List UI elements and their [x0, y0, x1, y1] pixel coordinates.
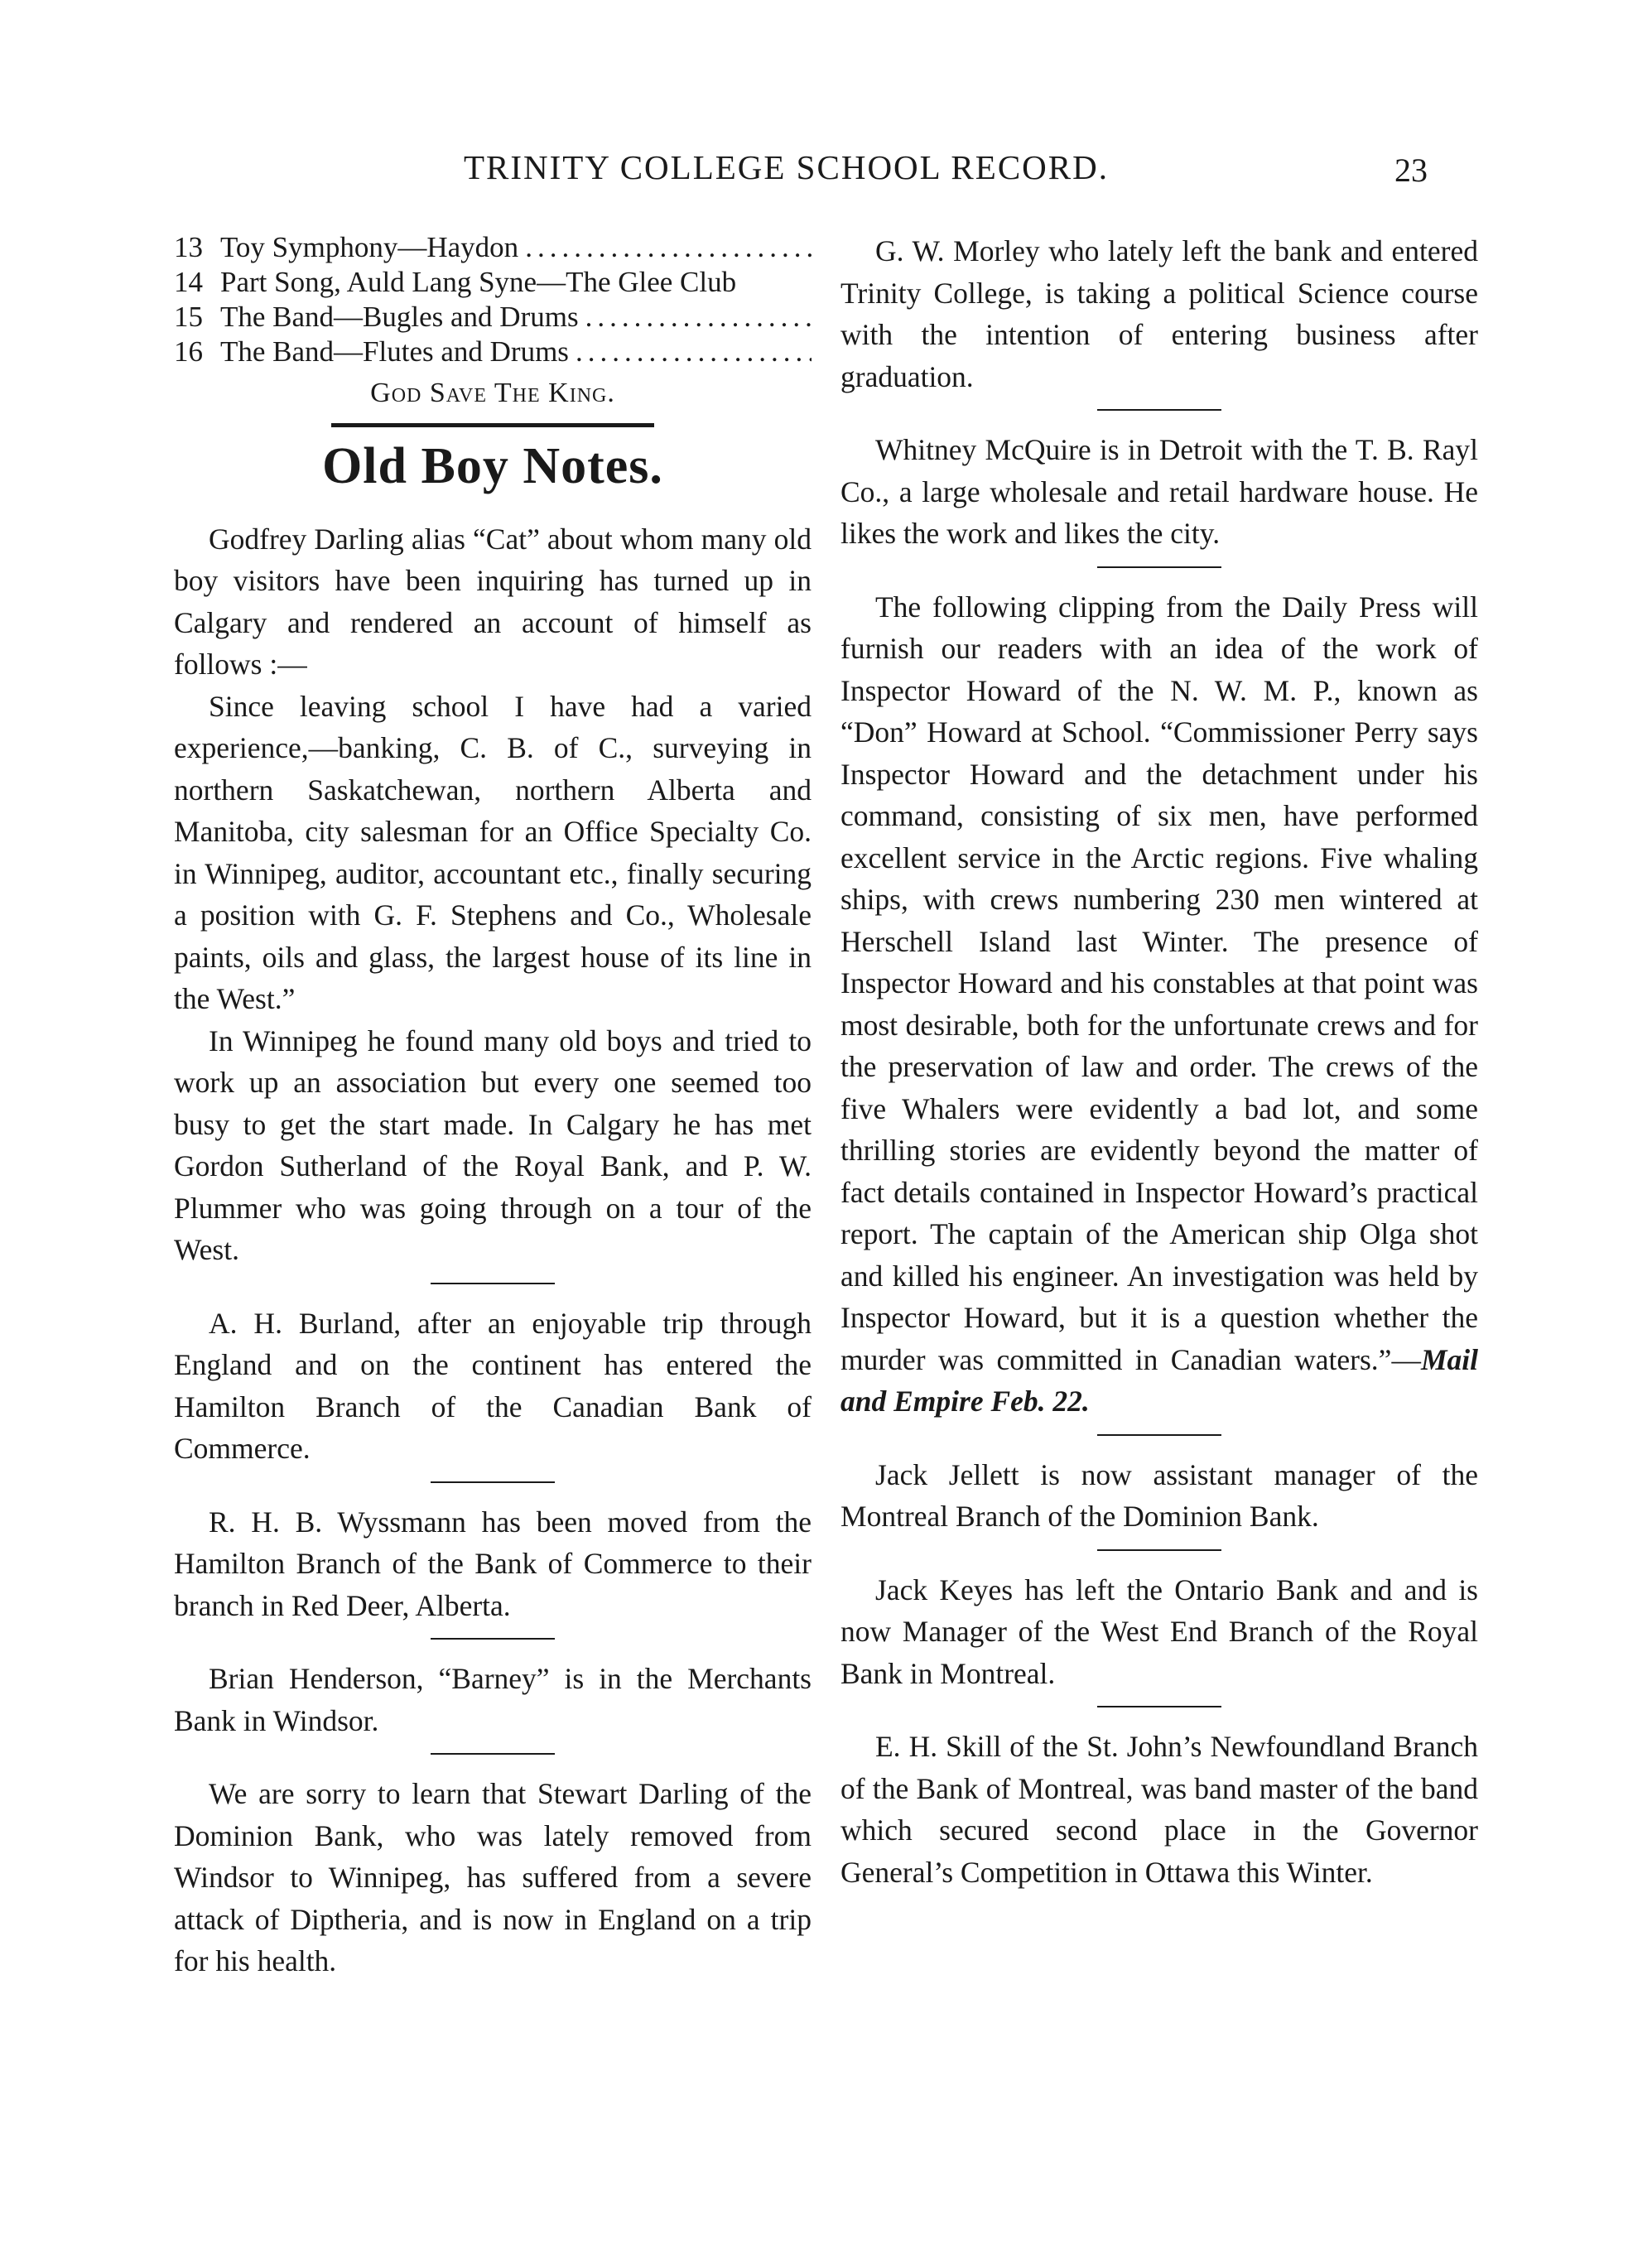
programme-text: Part Song, Auld Lang Syne—The Glee Club: [220, 266, 737, 298]
item-divider: [431, 1753, 555, 1755]
item-divider: [431, 1481, 555, 1483]
programme-text: Toy Symphony—Haydon: [220, 231, 519, 263]
article-paragraph: Brian Henderson, “Barney” is in the Merchants Bank in Windsor.: [174, 1662, 812, 1737]
item-divider: [1097, 1549, 1221, 1551]
article-paragraph: R. H. B. Wyssmann has been moved from the Hamilton Branch of the Bank of Commerce to their branch in Red Deer, Alberta.: [174, 1505, 812, 1622]
page-number: 23: [1394, 152, 1428, 189]
programme-number: 14: [174, 266, 203, 298]
item-divider: [1097, 566, 1221, 568]
item-divider: [1097, 1434, 1221, 1436]
programme-number: 13: [174, 231, 203, 263]
article-paragraph: Since leaving school I have had a varied experience,—banking, C. B. of C., surveying in northern Saskatchewan, northern Alberta and Manitoba, city salesman for an Office Specialty Co. in Winnipeg, auditor, accountant etc., finally securing a position with G. F. Stephens and Co., Wholesale paints, oils and glass, the largest house of its line in the West.”: [174, 689, 812, 1015]
programme-number: 15: [174, 301, 203, 333]
article-paragraph: Godfrey Darling alias “Cat” about whom many old boy visitors have been inquiring has turned up in Calgary and rendered an account of himself as follows :—: [174, 522, 812, 681]
dot-leader: [576, 335, 812, 369]
article-paragraph: G. W. Morley who lately left the bank and entered Trinity College, is taking a political Science course with the intention of entering business after graduation.: [840, 234, 1478, 393]
item-divider: [431, 1283, 555, 1284]
programme-text: The Band—Bugles and Drums: [220, 301, 579, 333]
article-paragraph: Jack Keyes has left the Ontario Bank and and is now Manager of the West End Branch of the Royal Bank in Montreal.: [840, 1573, 1478, 1690]
article-paragraph: We are sorry to learn that Stewart Darling of the Dominion Bank, who was lately removed from Windsor to Winnipeg, has suffered from a severe attack of Diptheria, and is now in England on a trip for his health.: [174, 1777, 812, 1977]
right-column: [840, 230, 1478, 1893]
section-rule: [331, 423, 654, 427]
programme-item: [174, 230, 812, 265]
programme-list: [174, 230, 812, 369]
anthem-line: God Save The King.: [370, 378, 615, 408]
programme-text: The Band—Flutes and Drums: [220, 335, 569, 368]
article-paragraph: [840, 586, 1478, 1423]
programme-number: 16: [174, 335, 203, 368]
section-title: Old Boy Notes.: [322, 437, 663, 494]
article-paragraph: A. H. Burland, after an enjoyable trip through England and on the continent has entered the Hamilton Branch of the Canadian Bank of Commerce.: [174, 1306, 812, 1465]
programme-item: [174, 300, 812, 335]
article-paragraph: Jack Jellett is now assistant manager of the Montreal Branch of the Dominion Bank.: [840, 1457, 1478, 1533]
clipping-citation: Mail and Empire Feb. 22.: [840, 1342, 1478, 1418]
item-divider: [1097, 1706, 1221, 1707]
dot-leader: [525, 230, 812, 265]
page-header: TRINITY COLLEGE SCHOOL RECORD.: [464, 148, 1109, 186]
programme-item: [174, 335, 812, 369]
dot-leader: [585, 300, 812, 335]
clipping-text: The following clipping from the Daily Press will furnish our readers with an idea of the work of Inspector Howard of the N. W. M. P., known as “Don” Howard at School. “Commissioner Perry says Inspector Howard and the detachment under his command, consisting of six men, have performed excellent service in the Arctic regions. Five whaling ships, with crews numbering 230 men wintered at Herschell Island last Winter. The presence of Inspector Howard and his constables at that point was most desirable, both for the unfortunate crews and for the preservation of law and order. The crews of the five Whalers were evidently a bad lot, and some thrilling stories are evidently beyond the matter of fact details contained in Inspector Howard’s practical report. The captain of the American ship Olga shot and killed his engineer. An investigation was held by Inspector Howard, but it is a question whether the murder was committed in Canadian waters.”—: [840, 590, 1478, 1376]
item-divider: [431, 1638, 555, 1640]
article-paragraph: Whitney McQuire is in Detroit with the T. B. Rayl Co., a large wholesale and retail hardware house. He likes the work and likes the city.: [840, 433, 1478, 550]
item-divider: [1097, 409, 1221, 411]
left-column: [174, 230, 812, 1982]
article-paragraph: E. H. Skill of the St. John’s Newfoundland Branch of the Bank of Montreal, was band master of the band which secured second place in the Governor General’s Competition in Ottawa this Winter.: [840, 1730, 1478, 1889]
article-paragraph: In Winnipeg he found many old boys and tried to work up an association but every one seemed too busy to get the start made. In Calgary he has met Gordon Sutherland of the Royal Bank, and P. W. Plummer who was going through on a tour of the West.: [174, 1023, 812, 1266]
programme-item: [174, 265, 812, 300]
